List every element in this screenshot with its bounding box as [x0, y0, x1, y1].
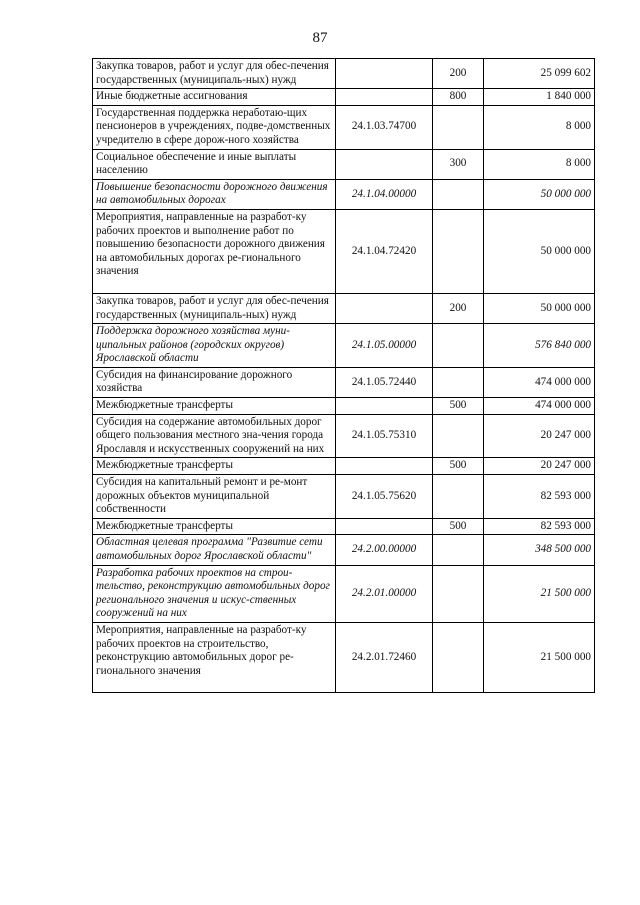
- table-row: [93, 179, 595, 209]
- row-code-cell: 24.1.05.75620: [336, 475, 433, 519]
- row-name-cell: Закупка товаров, работ и услуг для обес-печения государственных (муниципаль-ных) нужд: [93, 59, 336, 89]
- table-row: [93, 458, 595, 475]
- row-code-cell: 24.2.01.00000: [336, 565, 433, 622]
- row-code-cell: [336, 398, 433, 415]
- table-row: [93, 209, 595, 293]
- table-row: [93, 414, 595, 458]
- row-expense-type-cell: [433, 367, 484, 397]
- row-name-cell: Межбюджетные трансферты: [93, 458, 336, 475]
- row-expense-type-cell: 200: [433, 293, 484, 323]
- row-name-cell: Мероприятия, направленные на разработ-ку рабочих проектов на строительство, реконструкцию автомобильных дорог ре-гионального значения: [93, 622, 336, 692]
- row-name-cell: Социальное обеспечение и иные выплаты населению: [93, 149, 336, 179]
- row-sum-cell: 8 000: [484, 105, 595, 149]
- row-code-cell: 24.2.00.00000: [336, 535, 433, 565]
- table-row: [93, 89, 595, 106]
- row-sum-cell: 474 000 000: [484, 398, 595, 415]
- row-name-cell: Мероприятия, направленные на разработ-ку рабочих проектов и выполнение работ по повышению безопасности дорожного движения на автомобильных дорогах ре-гионального значения: [93, 209, 336, 293]
- table-row: [93, 324, 595, 368]
- row-code-cell: 24.1.03.74700: [336, 105, 433, 149]
- row-expense-type-cell: [433, 565, 484, 622]
- row-sum-cell: 474 000 000: [484, 367, 595, 397]
- row-expense-type-cell: 300: [433, 149, 484, 179]
- row-name-cell: Государственная поддержка неработаю-щих пенсионеров в учреждениях, подве-домственных учредителю в сфере дорож-ного хозяйства: [93, 105, 336, 149]
- table-row: [93, 367, 595, 397]
- row-sum-cell: 50 000 000: [484, 209, 595, 293]
- row-name-cell: Поддержка дорожного хозяйства муни-ципальных районов (городских округов) Ярославской области: [93, 324, 336, 368]
- row-sum-cell: 82 593 000: [484, 518, 595, 535]
- row-code-cell: [336, 149, 433, 179]
- row-sum-cell: 82 593 000: [484, 475, 595, 519]
- row-sum-cell: 1 840 000: [484, 89, 595, 106]
- row-name-cell: Межбюджетные трансферты: [93, 518, 336, 535]
- row-name-cell: Областная целевая программа "Развитие сети автомобильных дорог Ярославской области": [93, 535, 336, 565]
- table-row: [93, 475, 595, 519]
- row-name-cell: Субсидия на финансирование дорожного хозяйства: [93, 367, 336, 397]
- row-sum-cell: 50 000 000: [484, 293, 595, 323]
- row-expense-type-cell: [433, 414, 484, 458]
- table-row: [93, 59, 595, 89]
- row-code-cell: 24.1.05.72440: [336, 367, 433, 397]
- table-row: [93, 398, 595, 415]
- row-sum-cell: 21 500 000: [484, 565, 595, 622]
- row-sum-cell: 8 000: [484, 149, 595, 179]
- row-expense-type-cell: 800: [433, 89, 484, 106]
- table-row: [93, 518, 595, 535]
- row-sum-cell: 20 247 000: [484, 414, 595, 458]
- row-sum-cell: 25 099 602: [484, 59, 595, 89]
- row-code-cell: [336, 293, 433, 323]
- row-name-cell: Субсидия на капитальный ремонт и ре-монт дорожных объектов муниципальной собственности: [93, 475, 336, 519]
- row-sum-cell: 50 000 000: [484, 179, 595, 209]
- row-name-cell: Межбюджетные трансферты: [93, 398, 336, 415]
- row-code-cell: 24.1.04.72420: [336, 209, 433, 293]
- row-code-cell: [336, 89, 433, 106]
- row-expense-type-cell: [433, 535, 484, 565]
- row-expense-type-cell: 500: [433, 458, 484, 475]
- row-name-cell: Разработка рабочих проектов на строи-тельство, реконструкцию автомобильных дорог регионального значения и искус-ственных сооружений на них: [93, 565, 336, 622]
- table-row: [93, 149, 595, 179]
- row-code-cell: 24.1.05.00000: [336, 324, 433, 368]
- row-expense-type-cell: [433, 475, 484, 519]
- row-expense-type-cell: [433, 105, 484, 149]
- row-expense-type-cell: 500: [433, 398, 484, 415]
- row-code-cell: [336, 518, 433, 535]
- table-row: [93, 565, 595, 622]
- budget-table: [92, 58, 595, 693]
- table-row: [93, 293, 595, 323]
- row-expense-type-cell: [433, 324, 484, 368]
- table-row: [93, 622, 595, 692]
- row-code-cell: [336, 458, 433, 475]
- table-row: [93, 105, 595, 149]
- row-expense-type-cell: [433, 209, 484, 293]
- row-expense-type-cell: 500: [433, 518, 484, 535]
- row-code-cell: 24.1.05.75310: [336, 414, 433, 458]
- row-name-cell: Иные бюджетные ассигнования: [93, 89, 336, 106]
- row-sum-cell: 20 247 000: [484, 458, 595, 475]
- row-expense-type-cell: [433, 179, 484, 209]
- row-name-cell: Закупка товаров, работ и услуг для обес-печения государственных (муниципаль-ных) нужд: [93, 293, 336, 323]
- row-sum-cell: 348 500 000: [484, 535, 595, 565]
- row-sum-cell: 21 500 000: [484, 622, 595, 692]
- row-code-cell: 24.1.04.00000: [336, 179, 433, 209]
- row-expense-type-cell: 200: [433, 59, 484, 89]
- row-code-cell: [336, 59, 433, 89]
- row-name-cell: Повышение безопасности дорожного движения на автомобильных дорогах: [93, 179, 336, 209]
- row-sum-cell: 576 840 000: [484, 324, 595, 368]
- budget-table-body: [93, 59, 595, 693]
- row-code-cell: 24.2.01.72460: [336, 622, 433, 692]
- row-name-cell: Субсидия на содержание автомобильных дорог общего пользования местного зна-чения города Ярославля и искусственных сооружений на них: [93, 414, 336, 458]
- row-expense-type-cell: [433, 622, 484, 692]
- table-row: [93, 535, 595, 565]
- page-number: 87: [312, 30, 328, 46]
